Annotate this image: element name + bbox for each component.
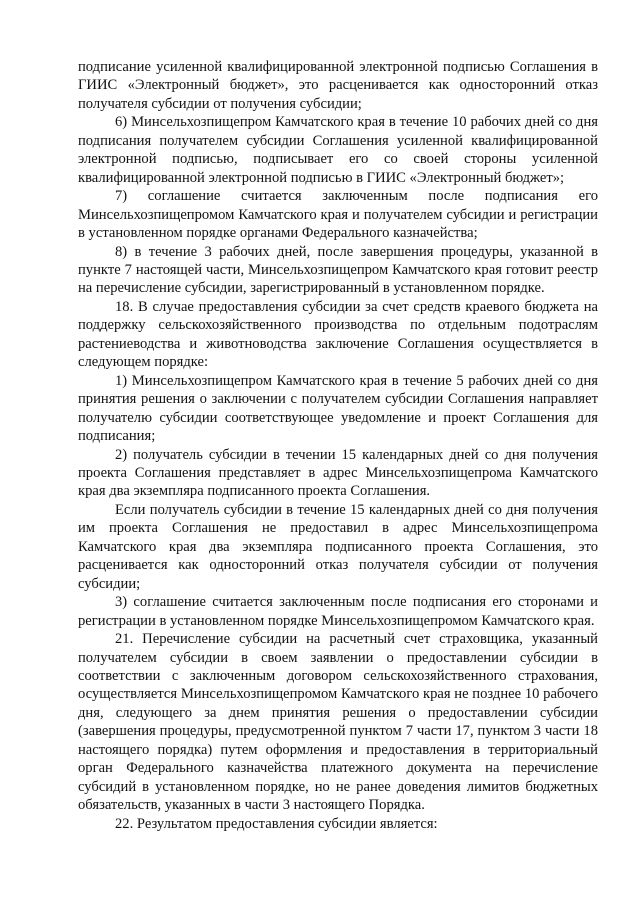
paragraph-item-8: 8) в течение 3 рабочих дней, после завершения процедуры, указанной в пункте 7 настоящей части, Минсельхозпищепром Камчатского края готовит реестр на перечисление субсидии, зарегистрированный в установленном порядке. <box>78 243 598 297</box>
paragraph-section-22: 22. Результатом предоставления субсидии является: <box>115 815 438 832</box>
paragraph-18-item-3: 3) соглашение считается заключенным после подписания его сторонами и регистрации в установленном порядке Минсельхозпищепромом Камчатского края. <box>78 594 598 629</box>
paragraph-section-18: 18. В случае предоставления субсидии за счет средств краевого бюджета на поддержку сельскохозяйственного производства по отдельным подотраслям растениеводства и животноводства заключение Соглашения осуществляется в следующем порядке: <box>78 298 598 371</box>
paragraph-section-21: 21. Перечисление субсидии на расчетный счет страховщика, указанный получателем субсидии в своем заявлении о предоставлении субсидии в соответствии с заключенным договором сельскохозяйственного страхования, осуществляется Минсельхозпищепромом Камчатского края не позднее 10 рабочего дня, следующего за днем принятия решения о предоставлении субсидии (завершения процедуры, предусмотренной пунктом 7 части 17, пунктом 3 части 18 настоящего порядка) путем оформления и предоставления в территориальный орган Федерального казначейства платежного документа на перечисление субсидий в установленном порядке, но не ранее доведения лимитов бюджетных обязательств, указанных в части 3 настоящего Порядка. <box>78 631 598 814</box>
paragraph-signing-refusal: подписание усиленной квалифицированной электронной подписью Соглашения в ГИИС «Электронный бюджет», это расценивается как односторонний отказ получателя субсидии от получения субсидии; <box>78 59 598 112</box>
document-page <box>78 58 598 833</box>
paragraph-18-item-2: 2) получатель субсидии в течении 15 календарных дней со дня получения проекта Соглашения представляет в адрес Минсельхозпищепрома Камчатского края два экземпляра подписанного проекта Соглашения. <box>78 446 598 500</box>
paragraph-18-refusal: Если получатель субсидии в течение 15 календарных дней со дня получения им проекта Соглашения не предоставил в адрес Минсельхозпищепрома Камчатского края два экземпляра подписанного проекта Соглашения, это расценивается как односторонний отказ получателя субсидии от получения субсидии; <box>78 501 598 592</box>
paragraph-item-7: 7) соглашение считается заключенным после подписания его Минсельхозпищепромом Камчатского края и получателем субсидии и регистрации в установленном порядке органами Федерального казначейства; <box>78 188 598 242</box>
paragraph-item-6: 6) Минсельхозпищепром Камчатского края в течение 10 рабочих дней со дня подписания получателем субсидии Соглашения усиленной квалифицированной электронной подписью, подписывает его со своей стороны усиленной квалифицированной электронной подписью в ГИИС «Электронный бюджет»; <box>78 114 598 186</box>
paragraph-18-item-1: 1) Минсельхозпищепром Камчатского края в течение 5 рабочих дней со дня принятия решения о заключении с получателем субсидии Соглашения направляет получателю субсидии соответствующее уведомление и проект Соглашения для подписания; <box>78 372 598 445</box>
